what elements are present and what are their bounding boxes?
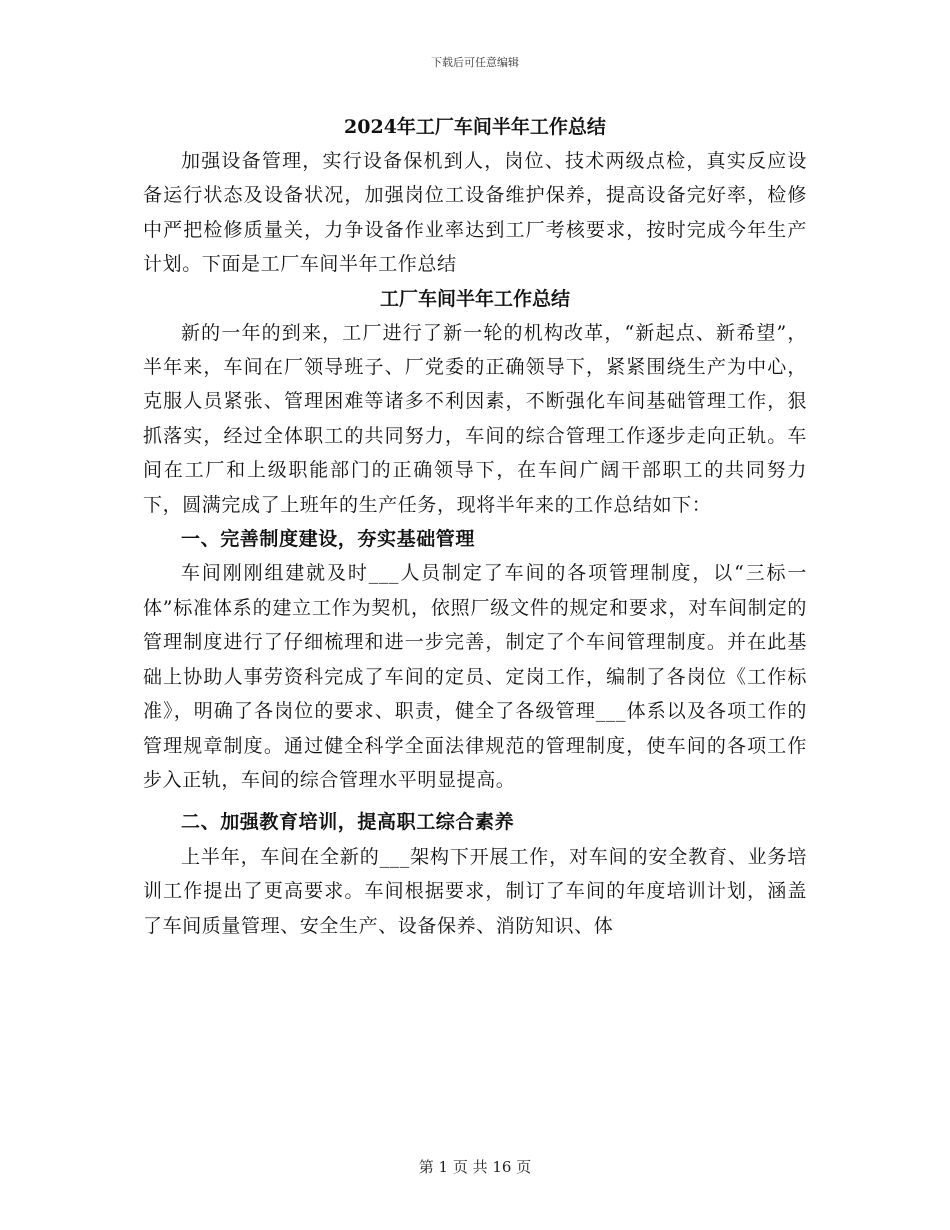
page-indicator: 第 1 页 共 16 页 <box>418 1158 532 1176</box>
paragraph-2: 车间刚刚组建就及时___人员制定了车间的各项管理制度，以“三标一体”标准体系的建立工作为契机，依照厂级文件的规定和要求，对车间制定的管理制度进行了仔细梳理和进一步完善，制定了个车间管理制度。并在此基础上协助人事劳资科完成了车间的定员、定岗工作，编制了各岗位《工作标准》，明确了各岗位的要求、职责，健全了各级管理___体系以及各项工作的管理规章制度。通过健全科学全面法律规范的管理制度，使车间的各项工作步入正轨，车间的综合管理水平明显提高。 <box>143 562 807 791</box>
header-note: 下载后可任意编辑 <box>431 56 519 69</box>
section-heading-2: 二、加强教育培训，提高职工综合素养 <box>181 811 515 834</box>
document-subtitle: 工厂车间半年工作总结 <box>379 287 570 310</box>
paragraph-1: 新的一年的到来，工厂进行了新一轮的机构改革，“新起点、新希望”，半年来，车间在厂领导班子、厂党委的正确领导下，紧紧围绕生产为中心，克服人员紧张、管理困难等诸多不利因素，不断强化车间基础管理工作，狠抓落实，经过全体职工的共同努力，车间的综合管理工作逐步走向正轨。车间在工厂和上级职能部门的正确领导下，在车间广阔干部职工的共同努力下，圆满完成了上班年的生产任务，现将半年来的工作总结如下： <box>143 321 807 516</box>
document-title: 2024年工厂车间半年工作总结 <box>344 116 606 138</box>
section-heading-1: 一、完善制度建设，夯实基础管理 <box>181 528 476 551</box>
intro-paragraph: 加强设备管理，实行设备保机到人，岗位、技术两级点检，真实反应设备运行状态及设备状况，加强岗位工设备维护保养，提高设备完好率，检修中严把检修质量关，力争设备作业率达到工厂考核要求，按时完成今年生产计划。下面是工厂车间半年工作总结 <box>143 150 807 276</box>
paragraph-3: 上半年，车间在全新的___架构下开展工作，对车间的安全教育、业务培训工作提出了更高要求。车间根据要求，制订了车间的年度培训计划，涵盖了车间质量管理、安全生产、设备保养、消防知识、体 <box>143 845 807 937</box>
document-body <box>143 110 807 943</box>
